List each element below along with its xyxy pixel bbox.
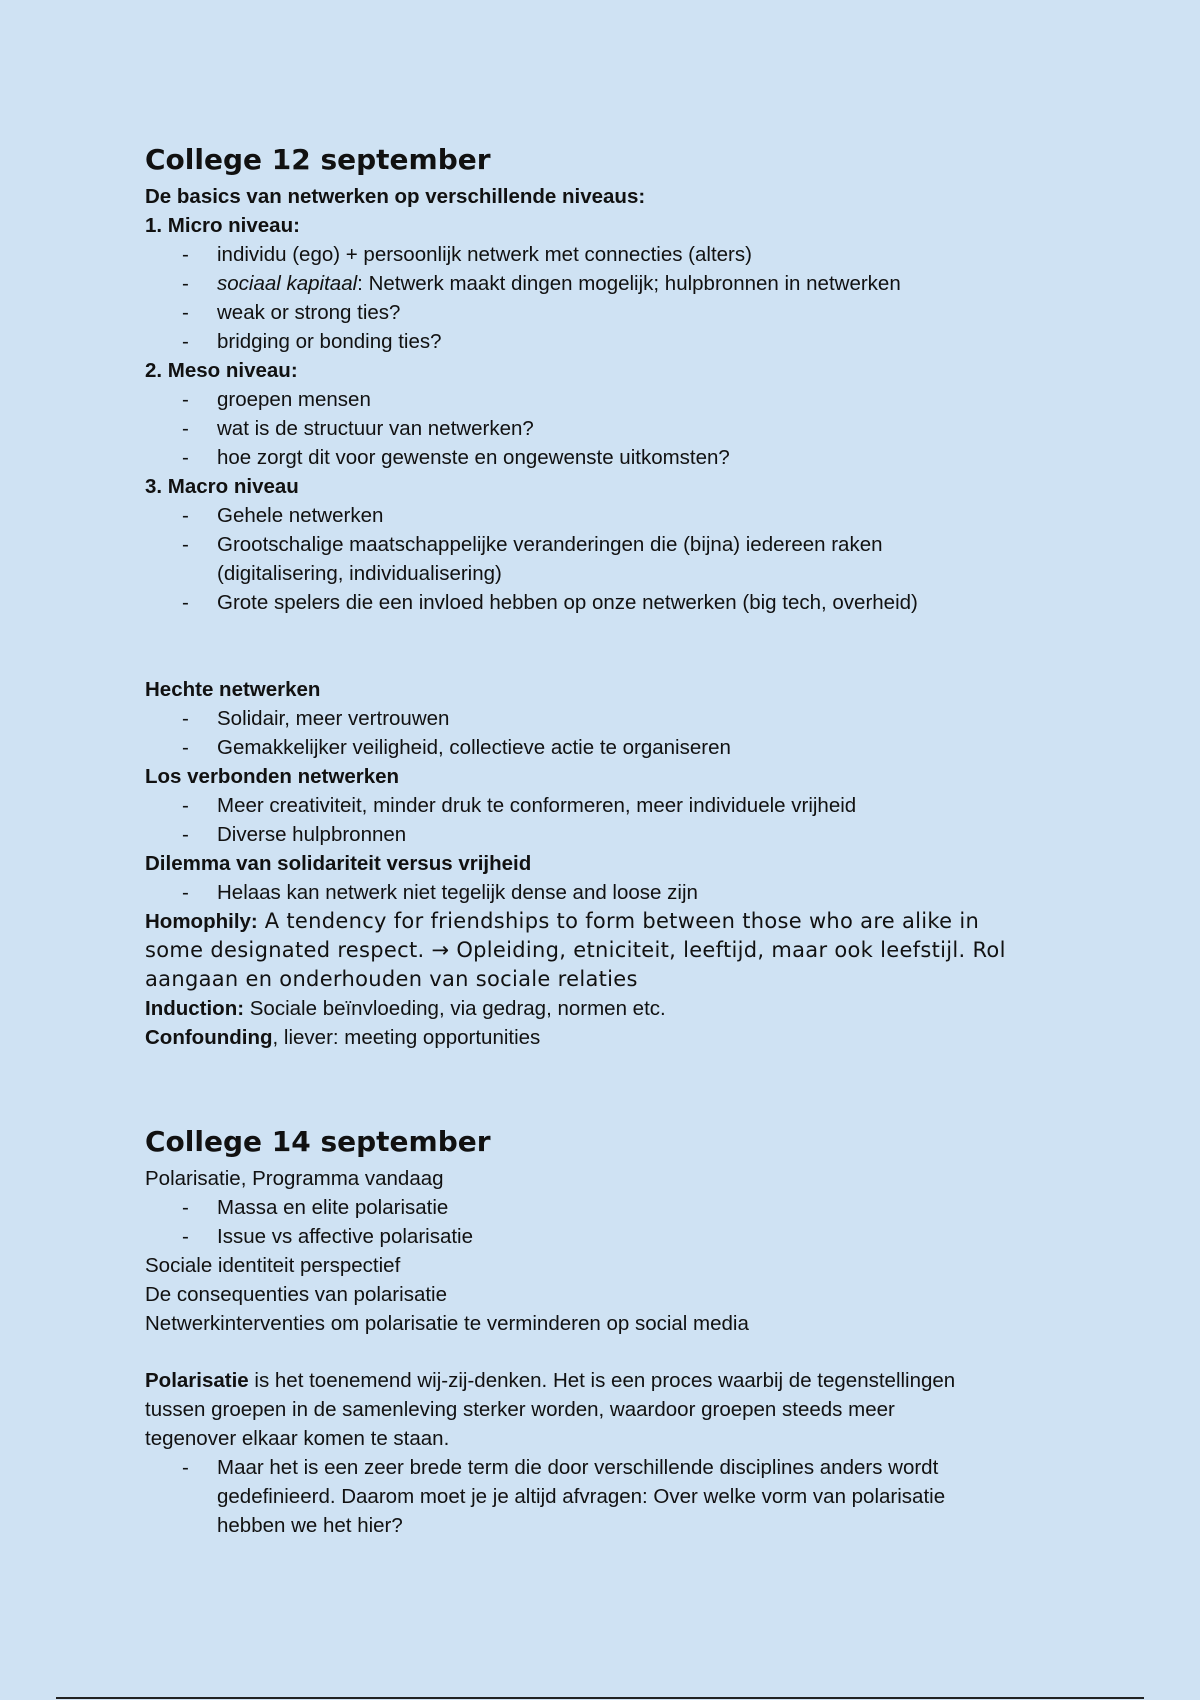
bullet-dash: - xyxy=(182,301,189,324)
loose-networks-heading: Los verbonden netwerken xyxy=(145,765,400,788)
list-item: - Helaas kan netwerk niet tegelijk dense and loose zijn xyxy=(145,878,1045,907)
section-title-college-12: College 12 september xyxy=(145,143,491,176)
polarisatie-line-3: tegenover elkaar komen te staan. xyxy=(145,1427,450,1450)
bullet-dash: - xyxy=(182,823,189,846)
document-content xyxy=(145,142,1045,1540)
macro-list xyxy=(145,501,1045,617)
bullet-dash: - xyxy=(182,388,189,411)
macro-heading: 3. Macro niveau xyxy=(145,475,299,498)
program-list xyxy=(145,1193,1045,1251)
induction-paragraph: Induction: Sociale beïnvloeding, via gedrag, normen etc. xyxy=(145,997,666,1020)
micro-heading: 1. Micro niveau: xyxy=(145,214,300,237)
bullet-dash: - xyxy=(182,794,189,817)
homophily-line-2: some designated respect. → Opleiding, etniciteit, leeftijd, maar ook leefstijl. Rol xyxy=(145,938,1006,962)
program-line: De consequenties van polarisatie xyxy=(145,1283,447,1306)
program-line: Sociale identiteit perspectief xyxy=(145,1254,401,1277)
bullet-dash: - xyxy=(182,1456,189,1479)
induction-term: Induction: xyxy=(145,997,245,1020)
list-item: - bridging or bonding ties? xyxy=(145,327,1045,356)
confounding-paragraph: Confounding, liever: meeting opportunities xyxy=(145,1026,541,1049)
homophily-paragraph: Homophily: A tendency for friendships to form between those who are alike in xyxy=(145,909,980,933)
homophily-term: Homophily: xyxy=(145,910,258,933)
list-item: - sociaal kapitaal: Netwerk maakt dingen mogelijk; hulpbronnen in netwerken xyxy=(145,269,1045,298)
polarisatie-list xyxy=(145,1453,1045,1540)
bullet-dash: - xyxy=(182,1196,189,1219)
bullet-dash: - xyxy=(182,707,189,730)
section-intro: De basics van netwerken op verschillende niveaus: xyxy=(145,185,646,208)
bullet-dash: - xyxy=(182,504,189,527)
meso-list xyxy=(145,385,1045,472)
bullet-dash: - xyxy=(182,591,189,614)
bullet-dash: - xyxy=(182,417,189,440)
polarisatie-paragraph: Polarisatie is het toenemend wij-zij-denken. Het is een proces waarbij de tegenstellingen xyxy=(145,1369,956,1392)
page-bottom-rule xyxy=(56,1697,1144,1699)
bullet-dash: - xyxy=(182,736,189,759)
meso-heading: 2. Meso niveau: xyxy=(145,359,298,382)
list-item: - Massa en elite polarisatie xyxy=(145,1193,1045,1222)
program-line: Netwerkinterventies om polarisatie te verminderen op social media xyxy=(145,1312,749,1335)
polarisatie-term: Polarisatie xyxy=(145,1369,249,1392)
list-item: - Grote spelers die een invloed hebben op onze netwerken (big tech, overheid) xyxy=(145,588,1045,617)
confounding-term: Confounding xyxy=(145,1026,273,1049)
micro-list xyxy=(145,240,1045,356)
polarisatie-line-2: tussen groepen in de samenleving sterker worden, waardoor groepen steeds meer xyxy=(145,1398,895,1421)
list-item-continuation: hebben we het hier? xyxy=(217,1514,403,1537)
list-item-continuation: gedefinieerd. Daarom moet je je altijd afvragen: Over welke vorm van polarisatie xyxy=(217,1485,946,1508)
bullet-dash: - xyxy=(182,446,189,469)
list-item: - Diverse hulpbronnen xyxy=(145,820,1045,849)
list-item: - Issue vs affective polarisatie xyxy=(145,1222,1045,1251)
list-item: - groepen mensen xyxy=(145,385,1045,414)
list-item: - weak or strong ties? xyxy=(145,298,1045,327)
social-capital-term: sociaal kapitaal xyxy=(217,272,358,295)
bullet-dash: - xyxy=(182,330,189,353)
bullet-dash: - xyxy=(182,272,189,295)
list-item: - Solidair, meer vertrouwen xyxy=(145,704,1045,733)
list-item-continuation: (digitalisering, individualisering) xyxy=(217,562,502,585)
bullet-dash: - xyxy=(182,243,189,266)
list-item: - Maar het is een zeer brede term die door verschillende disciplines anders wordt xyxy=(145,1453,1045,1482)
bullet-dash: - xyxy=(182,1225,189,1248)
list-item: - Grootschalige maatschappelijke veranderingen die (bijna) iedereen raken xyxy=(145,530,1045,559)
section-title-college-14: College 14 september xyxy=(145,1125,491,1158)
bullet-dash: - xyxy=(182,533,189,556)
list-item: - individu (ego) + persoonlijk netwerk met connecties (alters) xyxy=(145,240,1045,269)
close-networks-list xyxy=(145,704,1045,762)
list-item: - Gehele netwerken xyxy=(145,501,1045,530)
list-item: - hoe zorgt dit voor gewenste en ongewenste uitkomsten? xyxy=(145,443,1045,472)
loose-networks-list xyxy=(145,791,1045,849)
dilemma-list xyxy=(145,878,1045,907)
dilemma-heading: Dilemma van solidariteit versus vrijheid xyxy=(145,852,532,875)
section2-intro: Polarisatie, Programma vandaag xyxy=(145,1167,444,1190)
list-item: - Meer creativiteit, minder druk te conformeren, meer individuele vrijheid xyxy=(145,791,1045,820)
close-networks-heading: Hechte netwerken xyxy=(145,678,321,701)
list-item: - Gemakkelijker veiligheid, collectieve actie te organiseren xyxy=(145,733,1045,762)
homophily-line-3: aangaan en onderhouden van sociale relaties xyxy=(145,967,638,991)
bullet-dash: - xyxy=(182,881,189,904)
list-item: - wat is de structuur van netwerken? xyxy=(145,414,1045,443)
